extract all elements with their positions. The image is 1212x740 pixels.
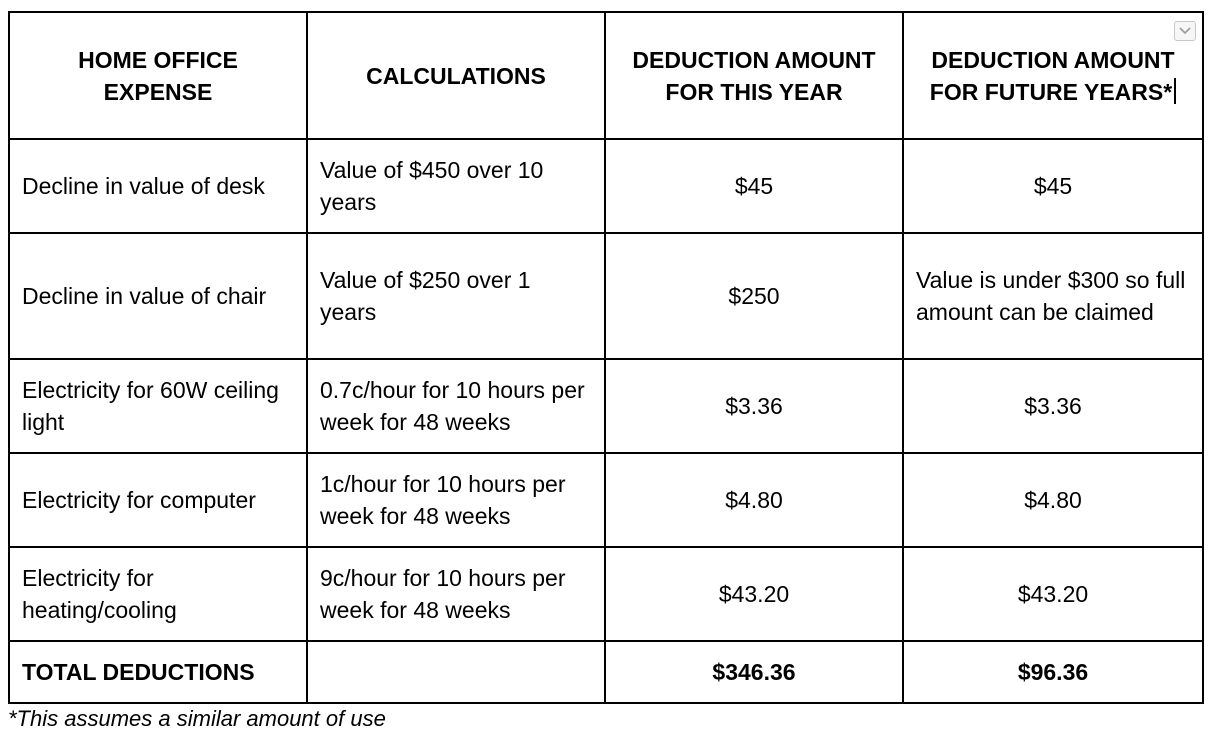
deduction-this-year-cell: $250 bbox=[605, 233, 903, 359]
deduction-future-years-cell: $3.36 bbox=[903, 359, 1203, 453]
table-row bbox=[9, 139, 1203, 233]
total-calculation-cell bbox=[307, 641, 605, 703]
table-row bbox=[9, 453, 1203, 547]
chevron-down-icon bbox=[1179, 27, 1191, 35]
total-future-years: $96.36 bbox=[903, 641, 1203, 703]
deduction-this-year-cell: $3.36 bbox=[605, 359, 903, 453]
footnote: *This assumes a similar amount of use bbox=[8, 706, 386, 731]
table-row bbox=[9, 233, 1203, 359]
header-deduction-future-years: DEDUCTION AMOUNT FOR FUTURE YEARS* bbox=[929, 46, 1175, 105]
expense-cell: Decline in value of chair bbox=[9, 233, 307, 359]
deduction-this-year-cell: $45 bbox=[605, 139, 903, 233]
total-label: TOTAL DEDUCTIONS bbox=[9, 641, 307, 703]
deduction-future-years-cell: $43.20 bbox=[903, 547, 1203, 641]
expense-cell: Decline in value of desk bbox=[9, 139, 307, 233]
header-home-office-expense: HOME OFFICE EXPENSE bbox=[9, 12, 307, 139]
expense-cell: Electricity for heating/cooling bbox=[9, 547, 307, 641]
calculation-cell: 0.7c/hour for 10 hours per week for 48 weeks bbox=[307, 359, 605, 453]
header-calculations: CALCULATIONS bbox=[307, 12, 605, 139]
calculation-cell: Value of $250 over 1 years bbox=[307, 233, 605, 359]
deduction-this-year-cell: $4.80 bbox=[605, 453, 903, 547]
table-header-row bbox=[9, 12, 1203, 139]
calculation-cell: 9c/hour for 10 hours per week for 48 weeks bbox=[307, 547, 605, 641]
table-row bbox=[9, 359, 1203, 453]
deduction-this-year-cell: $43.20 bbox=[605, 547, 903, 641]
total-this-year: $346.36 bbox=[605, 641, 903, 703]
total-row bbox=[9, 641, 1203, 703]
deduction-future-years-cell: $4.80 bbox=[903, 453, 1203, 547]
expense-cell: Electricity for computer bbox=[9, 453, 307, 547]
home-office-expense-table bbox=[8, 11, 1204, 704]
deduction-future-years-cell: Value is under $300 so full amount can be claimed bbox=[903, 233, 1203, 359]
table-row bbox=[9, 547, 1203, 641]
header-deduction-this-year: DEDUCTION AMOUNT FOR THIS YEAR bbox=[605, 12, 903, 139]
text-cursor bbox=[1174, 78, 1176, 104]
deduction-future-years-cell: $45 bbox=[903, 139, 1203, 233]
calculation-cell: Value of $450 over 10 years bbox=[307, 139, 605, 233]
column-menu-button[interactable] bbox=[1174, 21, 1196, 41]
header-deduction-future-years-cell[interactable] bbox=[903, 12, 1203, 139]
expense-cell: Electricity for 60W ceiling light bbox=[9, 359, 307, 453]
calculation-cell: 1c/hour for 10 hours per week for 48 weeks bbox=[307, 453, 605, 547]
